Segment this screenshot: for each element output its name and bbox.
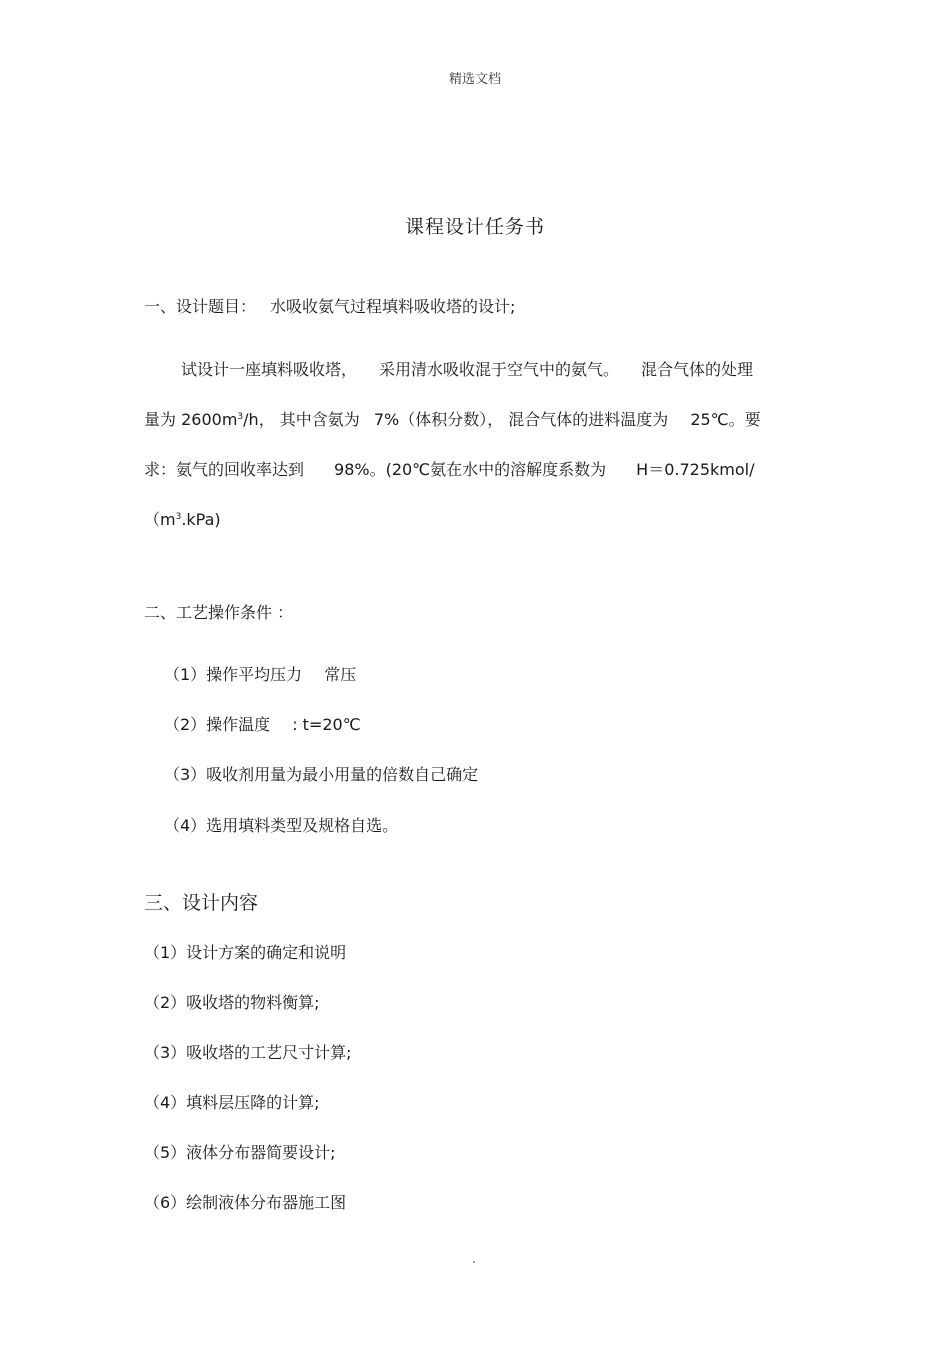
section1-line	[144, 294, 515, 317]
ammonia-content: 7%（体积分数），	[373, 410, 504, 429]
para-text: 其中含氨为	[279, 410, 360, 429]
content-item-2: （2）吸收塔的物料衡算;	[144, 993, 320, 1012]
section3-heading: 三、设计内容	[144, 892, 259, 914]
condition-item-1	[164, 662, 356, 685]
para-text: /h，	[243, 410, 275, 429]
content-item-3: （3）吸收塔的工艺尺寸计算;	[144, 1043, 352, 1062]
para-text: 量为	[144, 410, 177, 429]
para-text: 采用清水吸收混于空气中的氨气。	[379, 360, 620, 379]
content-item-4: （4）填料层压降的计算;	[144, 1093, 320, 1112]
section1-heading: 一、设计题目：	[144, 297, 257, 316]
solubility-coefficient: H＝0.725kmol/	[636, 460, 755, 479]
page-footer-mark: .	[472, 1252, 476, 1266]
condition-value: 常压	[324, 665, 357, 684]
document-title: 课程设计任务书	[404, 216, 545, 238]
para-line-2	[144, 407, 761, 430]
flow-rate: 2600m	[181, 410, 238, 429]
para-text: 试设计一座填料吸收塔，	[181, 360, 358, 379]
design-topic: 水吸收氨气过程填料吸收塔的设计;	[270, 297, 516, 316]
para-text: 混合气体的处理	[641, 360, 754, 379]
recovery-rate: 98%。(20℃氨在水中的溶解度系数为	[334, 460, 607, 479]
content-item-1: （1）设计方案的确定和说明	[144, 943, 347, 962]
condition-label: （2）操作温度	[164, 715, 271, 734]
section2-heading: 二、工艺操作条件 ：	[144, 603, 294, 622]
para-line-1	[181, 357, 753, 380]
para-text: 求：氨气的回收率达到	[144, 460, 305, 479]
condition-item-4: （4）选用填料类型及规格自选。	[164, 816, 399, 835]
page-header: 精选文档	[448, 72, 501, 87]
para-line-4	[144, 507, 221, 530]
condition-label: （1）操作平均压力	[164, 665, 303, 684]
para-text: .kPa)	[181, 510, 221, 529]
condition-item-2	[164, 712, 361, 735]
condition-item-3: （3）吸收剂用量为最小用量的倍数自己确定	[164, 765, 479, 784]
feed-temperature: 25℃。要	[690, 410, 761, 429]
content-item-5: （5）液体分布器简要设计;	[144, 1143, 336, 1162]
para-text: 混合气体的进料温度为	[508, 410, 669, 429]
condition-value: : t=20℃	[292, 715, 361, 734]
content-item-6: （6）绘制液体分布器施工图	[144, 1193, 347, 1212]
superscript: 3	[237, 412, 244, 422]
superscript: 3	[175, 512, 182, 522]
para-text: （m	[144, 510, 176, 529]
para-line-3	[144, 457, 754, 480]
